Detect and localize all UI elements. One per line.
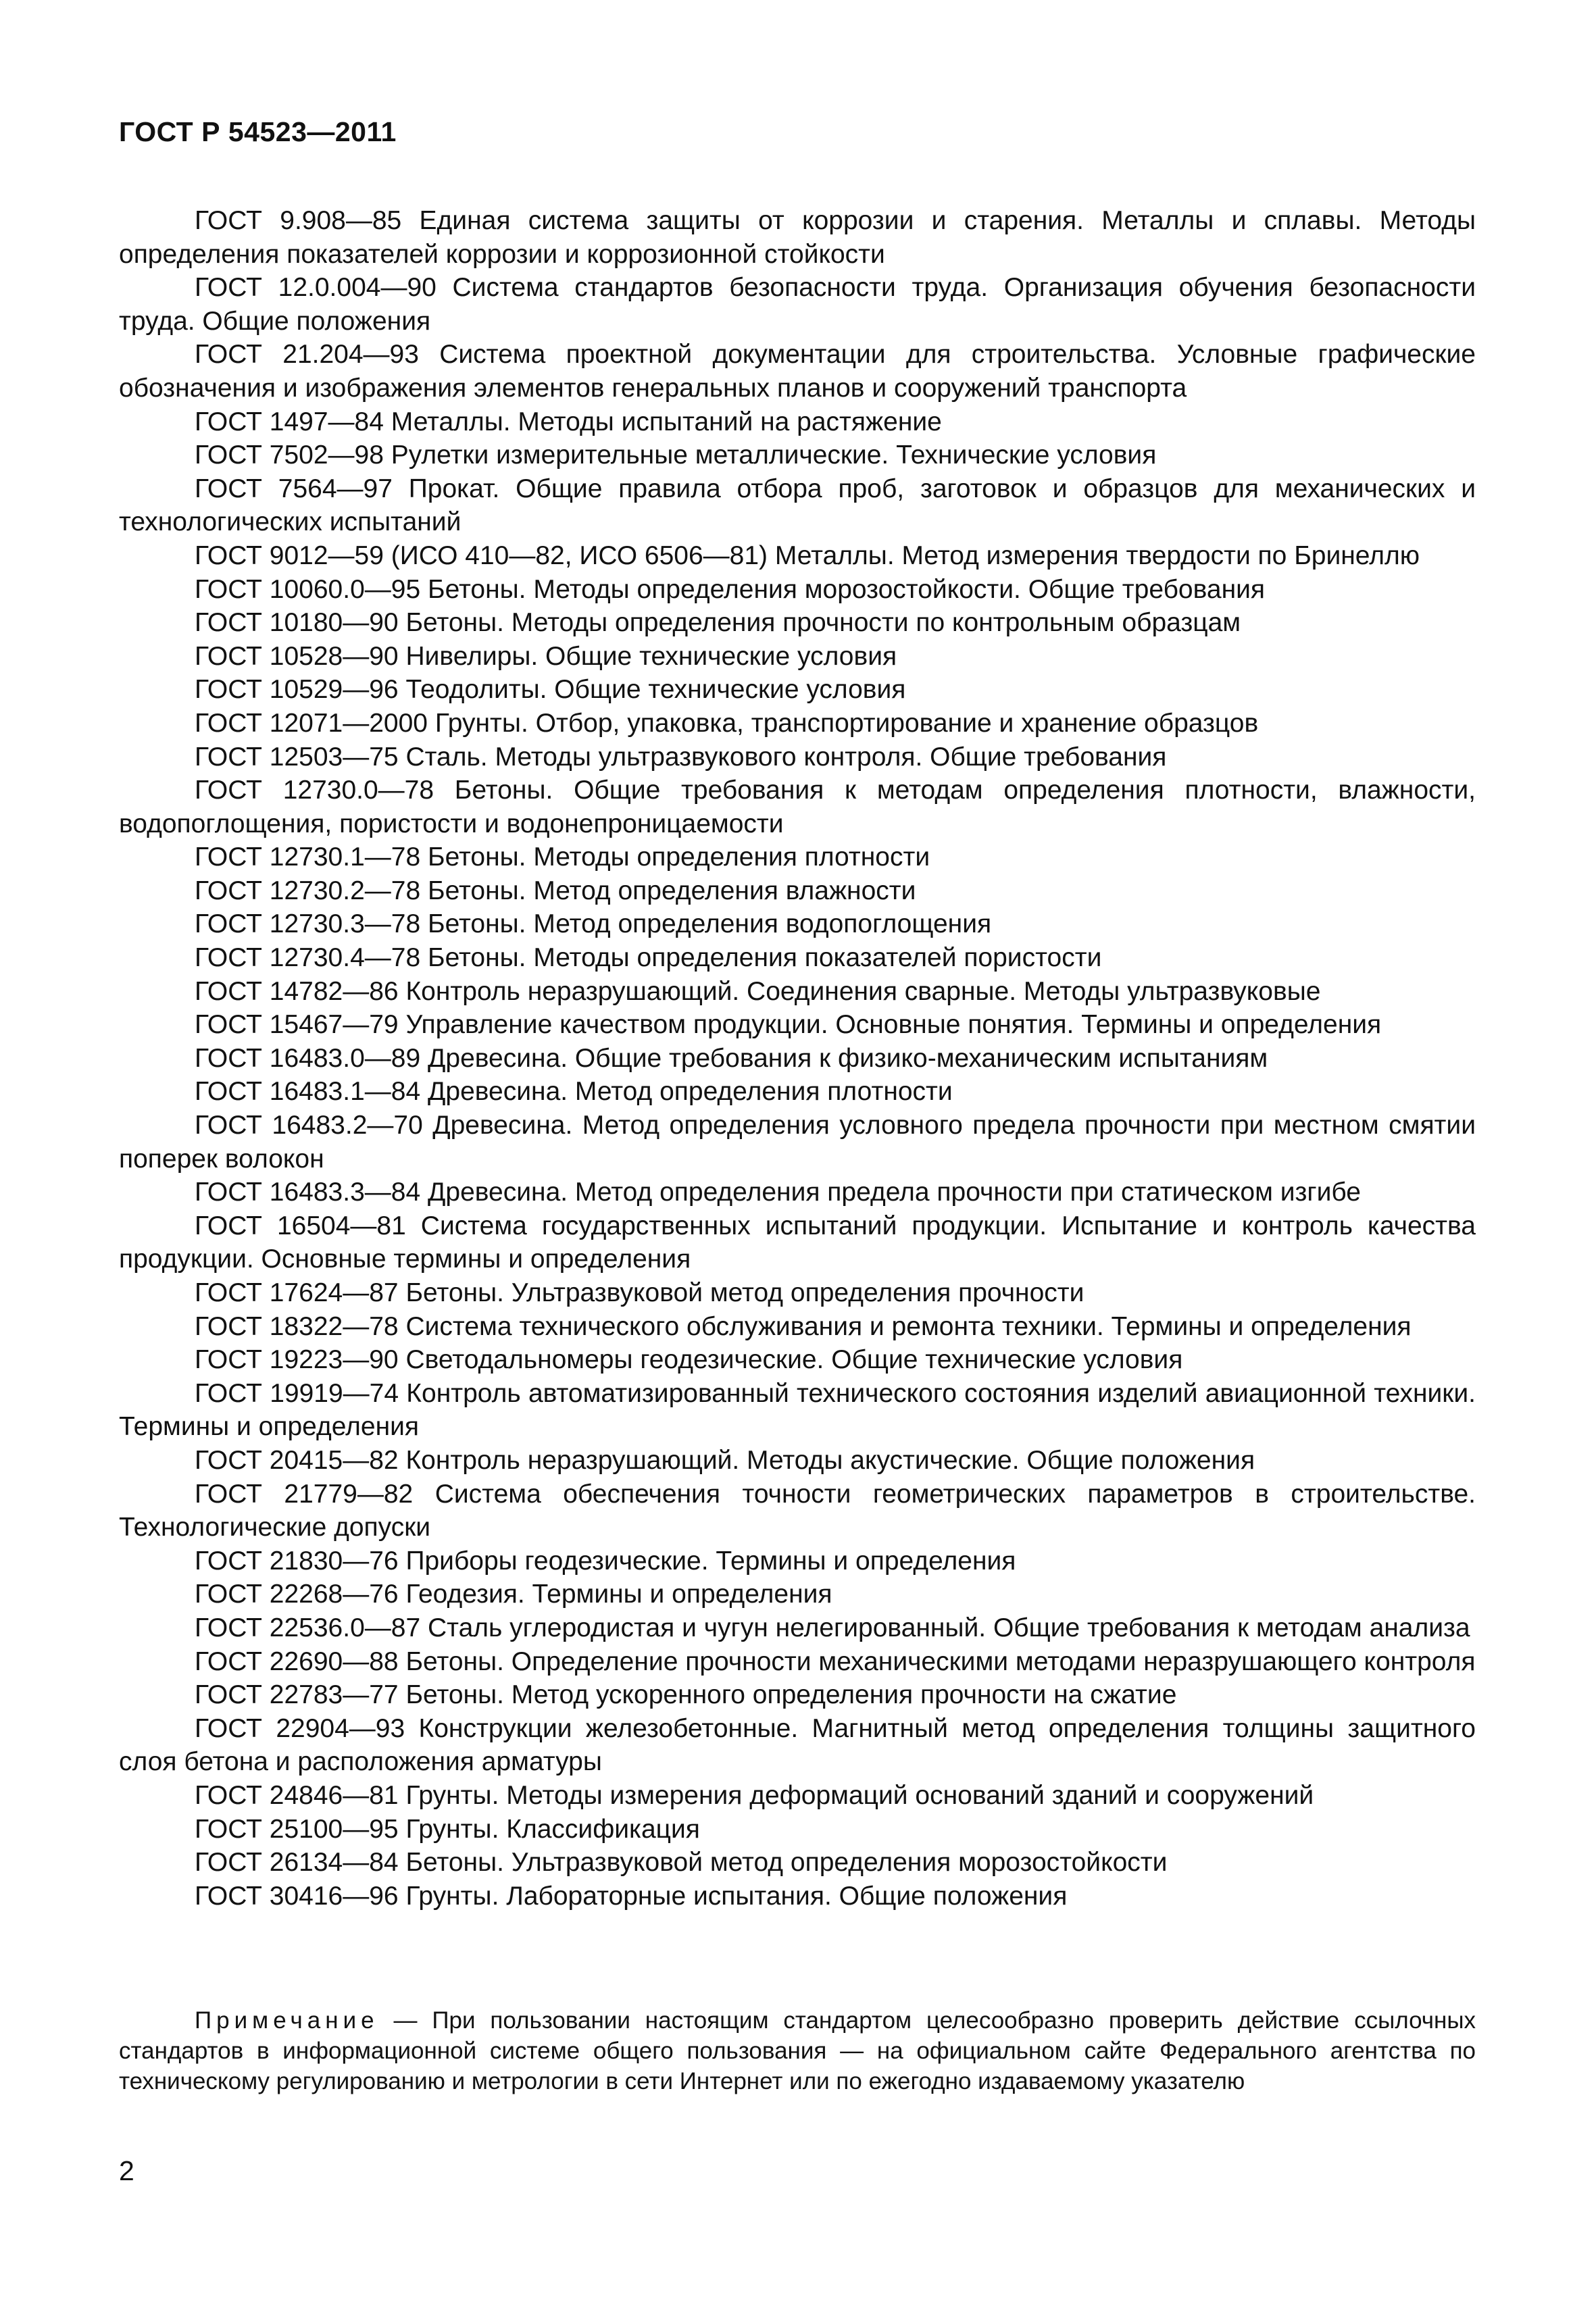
reference-item: ГОСТ 9.908—85 Единая система защиты от коррозии и старения. Металлы и сплавы. Методы определения показателей коррозии и коррозионной стойкости	[119, 206, 1476, 269]
reference-item: ГОСТ 19223—90 Светодальномеры геодезические. Общие технические условия	[195, 1345, 1183, 1375]
note-label: Примечание	[195, 2007, 379, 2034]
reference-item: ГОСТ 12730.0—78 Бетоны. Общие требования к методам определения плотности, влажности, водопоглощения, пористости и водонепроницаемости	[119, 776, 1476, 838]
reference-item: ГОСТ 22690—88 Бетоны. Определение прочности механическими методами неразрушающего контроля	[195, 1646, 1476, 1676]
reference-item: ГОСТ 20415—82 Контроль неразрушающий. Методы акустические. Общие положения	[195, 1445, 1255, 1475]
reference-item: ГОСТ 26134—84 Бетоны. Ультразвуковой метод определения морозостойкости	[195, 1848, 1168, 1878]
reference-item: ГОСТ 1497—84 Металлы. Методы испытаний на растяжение	[195, 407, 942, 436]
reference-item: ГОСТ 10180—90 Бетоны. Методы определения прочности по контрольным образцам	[195, 608, 1241, 638]
reference-item: ГОСТ 21.204—93 Система проектной документации для строительства. Условные графические обозначения и изображения элементов генеральных планов и сооружений транспорта	[119, 340, 1476, 403]
reference-item: ГОСТ 22904—93 Конструкции железобетонные. Магнитный метод определения толщины защитного слоя бетона и расположения арматуры	[119, 1713, 1476, 1777]
note-paragraph	[119, 2005, 1476, 2096]
document-header: ГОСТ Р 54523—2011	[119, 116, 397, 147]
reference-item: ГОСТ 21830—76 Приборы геодезические. Термины и определения	[195, 1546, 1016, 1576]
reference-item: ГОСТ 22268—76 Геодезия. Термины и определения	[195, 1580, 832, 1609]
reference-item: ГОСТ 7564—97 Прокат. Общие правила отбора проб, заготовок и образцов для механических и технологических испытаний	[119, 474, 1476, 537]
reference-item: ГОСТ 12730.2—78 Бетоны. Метод определения влажности	[195, 876, 916, 905]
page-number: 2	[119, 2155, 134, 2186]
normative-references-list	[119, 204, 1476, 1913]
reference-item: ГОСТ 21779—82 Система обеспечения точности геометрических параметров в строительстве. Технологические допуски	[119, 1479, 1476, 1542]
reference-item: ГОСТ 12.0.004—90 Система стандартов безопасности труда. Организация обучения безопасности труда. Общие положения	[119, 273, 1476, 336]
reference-item: ГОСТ 16483.2—70 Древесина. Метод определения условного предела прочности при местном смятии поперек волокон	[119, 1111, 1476, 1174]
reference-item: ГОСТ 12503—75 Сталь. Методы ультразвукового контроля. Общие требования	[195, 742, 1167, 772]
reference-item: ГОСТ 22536.0—87 Сталь углеродистая и чугун нелегированный. Общие требования к методам анализа	[195, 1613, 1470, 1642]
reference-item: ГОСТ 14782—86 Контроль неразрушающий. Соединения сварные. Методы ультразвуковые	[195, 976, 1321, 1006]
reference-item: ГОСТ 16483.3—84 Древесина. Метод определения предела прочности при статическом изгибе	[195, 1178, 1361, 1207]
reference-item: ГОСТ 30416—96 Грунты. Лабораторные испытания. Общие положения	[195, 1881, 1068, 1911]
reference-item: ГОСТ 16483.0—89 Древесина. Общие требования к физико-механическим испытаниям	[195, 1043, 1268, 1073]
reference-item: ГОСТ 22783—77 Бетоны. Метод ускоренного определения прочности на сжатие	[195, 1680, 1177, 1710]
reference-item: ГОСТ 15467—79 Управление качеством продукции. Основные понятия. Термины и определения	[195, 1010, 1382, 1040]
reference-item: ГОСТ 10060.0—95 Бетоны. Методы определения морозостойкости. Общие требования	[195, 574, 1266, 604]
reference-item: ГОСТ 9012—59 (ИСО 410—82, ИСО 6506—81) Металлы. Метод измерения твердости по Бринеллю	[195, 540, 1420, 570]
reference-item: ГОСТ 12730.1—78 Бетоны. Методы определения плотности	[195, 842, 930, 872]
reference-item: ГОСТ 17624—87 Бетоны. Ультразвуковой метод определения прочности	[195, 1278, 1084, 1307]
reference-item: ГОСТ 12730.3—78 Бетоны. Метод определения водопоглощения	[195, 909, 992, 939]
reference-item: ГОСТ 7502—98 Рулетки измерительные металлические. Технические условия	[195, 441, 1157, 470]
reference-item: ГОСТ 12071—2000 Грунты. Отбор, упаковка, транспортирование и хранение образцов	[195, 708, 1259, 738]
reference-item: ГОСТ 10528—90 Нивелиры. Общие технические условия	[195, 641, 897, 671]
reference-item: ГОСТ 18322—78 Система технического обслуживания и ремонта техники. Термины и определения	[195, 1311, 1412, 1341]
reference-item: ГОСТ 25100—95 Грунты. Классификация	[195, 1814, 700, 1844]
reference-item: ГОСТ 12730.4—78 Бетоны. Методы определения показателей пористости	[195, 943, 1102, 973]
reference-item: ГОСТ 16504—81 Система государственных испытаний продукции. Испытание и контроль качества продукции. Основные термины и определения	[119, 1211, 1476, 1274]
note-text: — При пользовании настоящим стандартом целесообразно проверить действие ссылочных стандартов в информационной системе общего пользования — на официальном сайте Федерального агентства по техническому регулированию и метрологии в сети Интернет или по ежегодно издаваемому указателю	[119, 2007, 1476, 2094]
reference-item: ГОСТ 19919—74 Контроль автоматизированный технического состояния изделий авиационной техники. Термины и определения	[119, 1378, 1476, 1442]
reference-item: ГОСТ 24846—81 Грунты. Методы измерения деформаций оснований зданий и сооружений	[195, 1780, 1314, 1810]
reference-item: ГОСТ 10529—96 Теодолиты. Общие технические условия	[195, 675, 906, 705]
reference-item: ГОСТ 16483.1—84 Древесина. Метод определения плотности	[195, 1077, 953, 1107]
